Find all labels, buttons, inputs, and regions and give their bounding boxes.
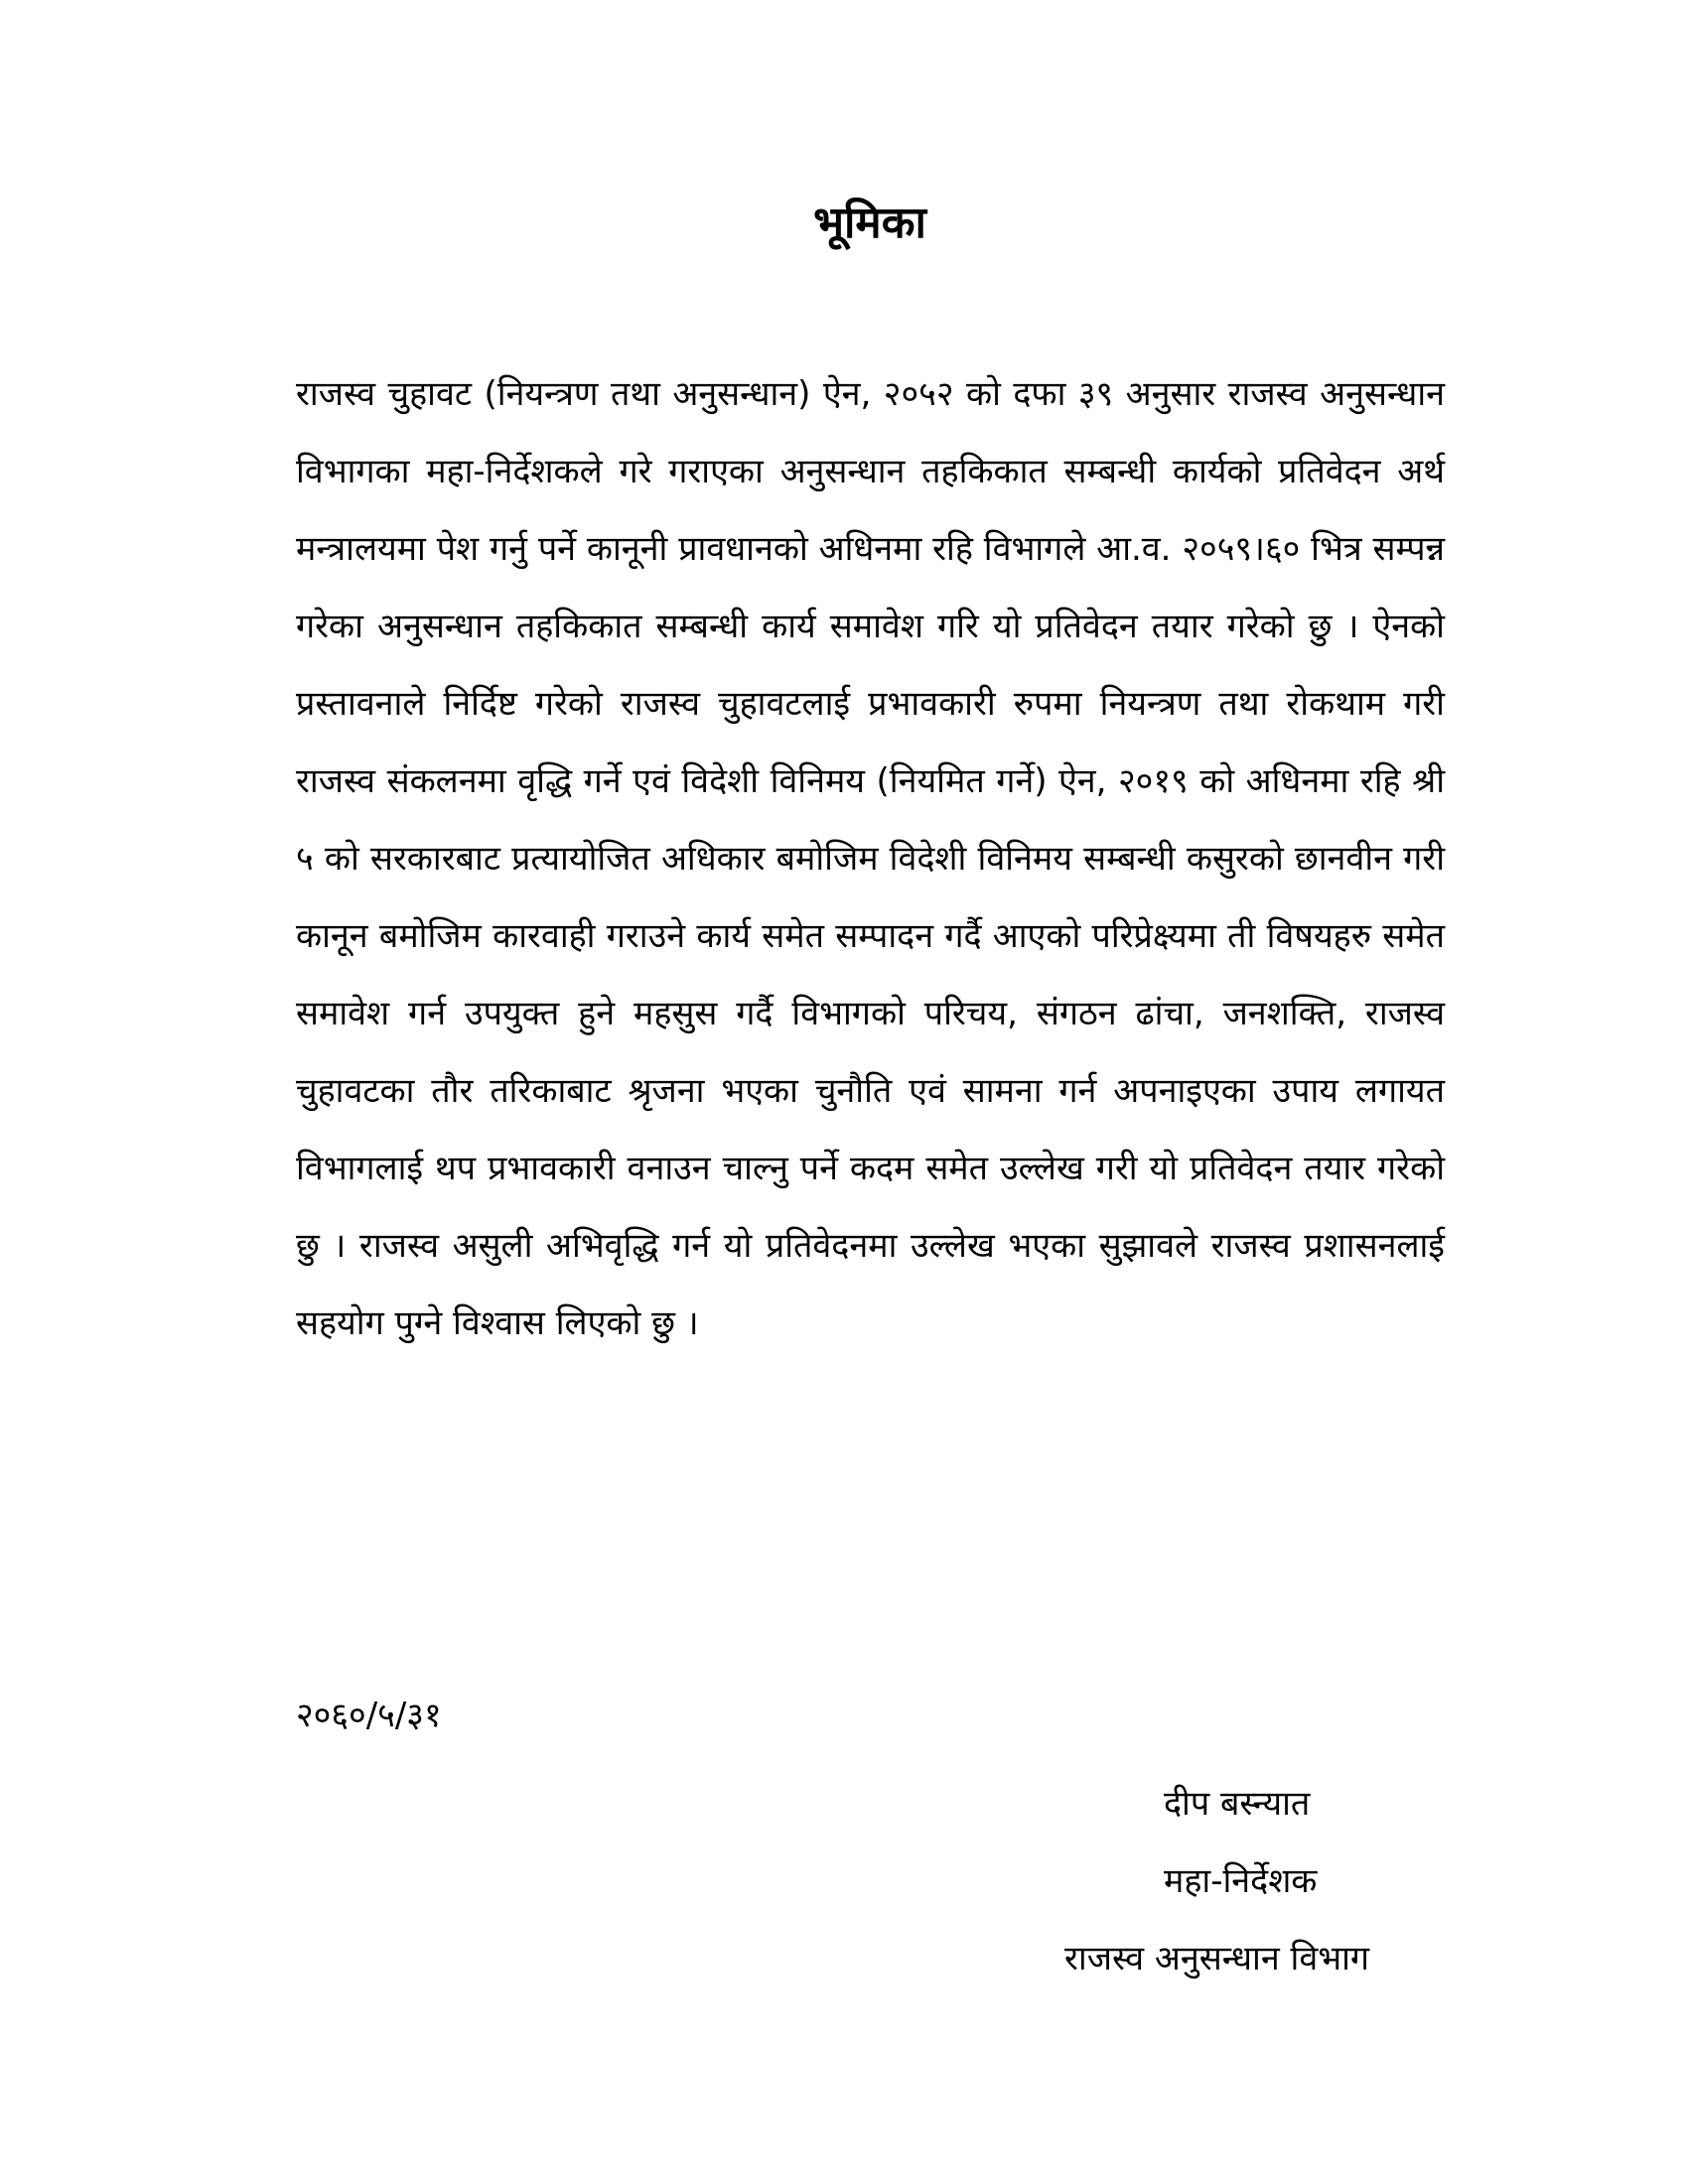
body-paragraph: राजस्व चुहावट (नियन्त्रण तथा अनुसन्धान) ऐन, २०५२ को दफा ३९ अनुसार राजस्व अनुसन्धान विभागका महा-निर्देशकले गरे गराएका अनुसन्धान तहकिकात सम्बन्धी कार्यको प्रतिवेदन अर्थ मन्त्रालयमा पेश गर्नु पर्ने कानूनी प्रावधानको अधिनमा रहि विभागले आ.व. २०५९।६० भित्र सम्पन्न गरेका अनुसन्धान तहकिकात सम्बन्धी कार्य समावेश गरि यो प्रतिवेदन तयार गरेको छु । ऐनको प्रस्तावनाले निर्दिष्ट गरेको राजस्व चुहावटलाई प्रभावकारी रुपमा नियन्त्रण तथा रोकथाम गरी राजस्व संकलनमा वृद्धि गर्ने एवं विदेशी विनिमय (नियमित गर्ने) ऐन, २०१९ को अधिनमा रहि श्री ५ को सरकारबाट प्रत्यायोजित अधिकार बमोजिम विदेशी विनिमय सम्बन्धी कसुरको छानवीन गरी कानून बमोजिम कारवाही गराउने कार्य समेत सम्पादन गर्दै आएको परिप्रेक्ष्यमा ती विषयहरु समेत समावेश गर्न उपयुक्त हुने महसुस गर्दै विभागको परिचय, संगठन ढांचा, जनशक्ति, राजस्व चुहावटका तौर तरिकाबाट श्रृजना भएका चुनौति एवं सामना गर्न अपनाइएका उपाय लगायत विभागलाई थप प्रभावकारी वनाउन चाल्नु पर्ने कदम समेत उल्लेख गरी यो प्रतिवेदन तयार गरेको छु । राजस्व असुली अभिवृद्धि गर्न यो प्रतिवेदनमा उल्लेख भएका सुझावले राजस्व प्रशासनलाई सहयोग पुग्ने विश्वास लिएको छु । bbox=[296, 374, 1445, 1343]
document-date: २०६०/५/३१ bbox=[296, 1696, 442, 1735]
signatory-department: राजस्व अनुसन्धान विभाग bbox=[1064, 1939, 1370, 1979]
page-title: भूमिका bbox=[813, 198, 926, 248]
signature-block bbox=[993, 1765, 1445, 1997]
signatory-name: दीप बस्न्यात bbox=[1164, 1784, 1311, 1824]
signatory-designation: महा-निर्देशक bbox=[1164, 1861, 1318, 1901]
